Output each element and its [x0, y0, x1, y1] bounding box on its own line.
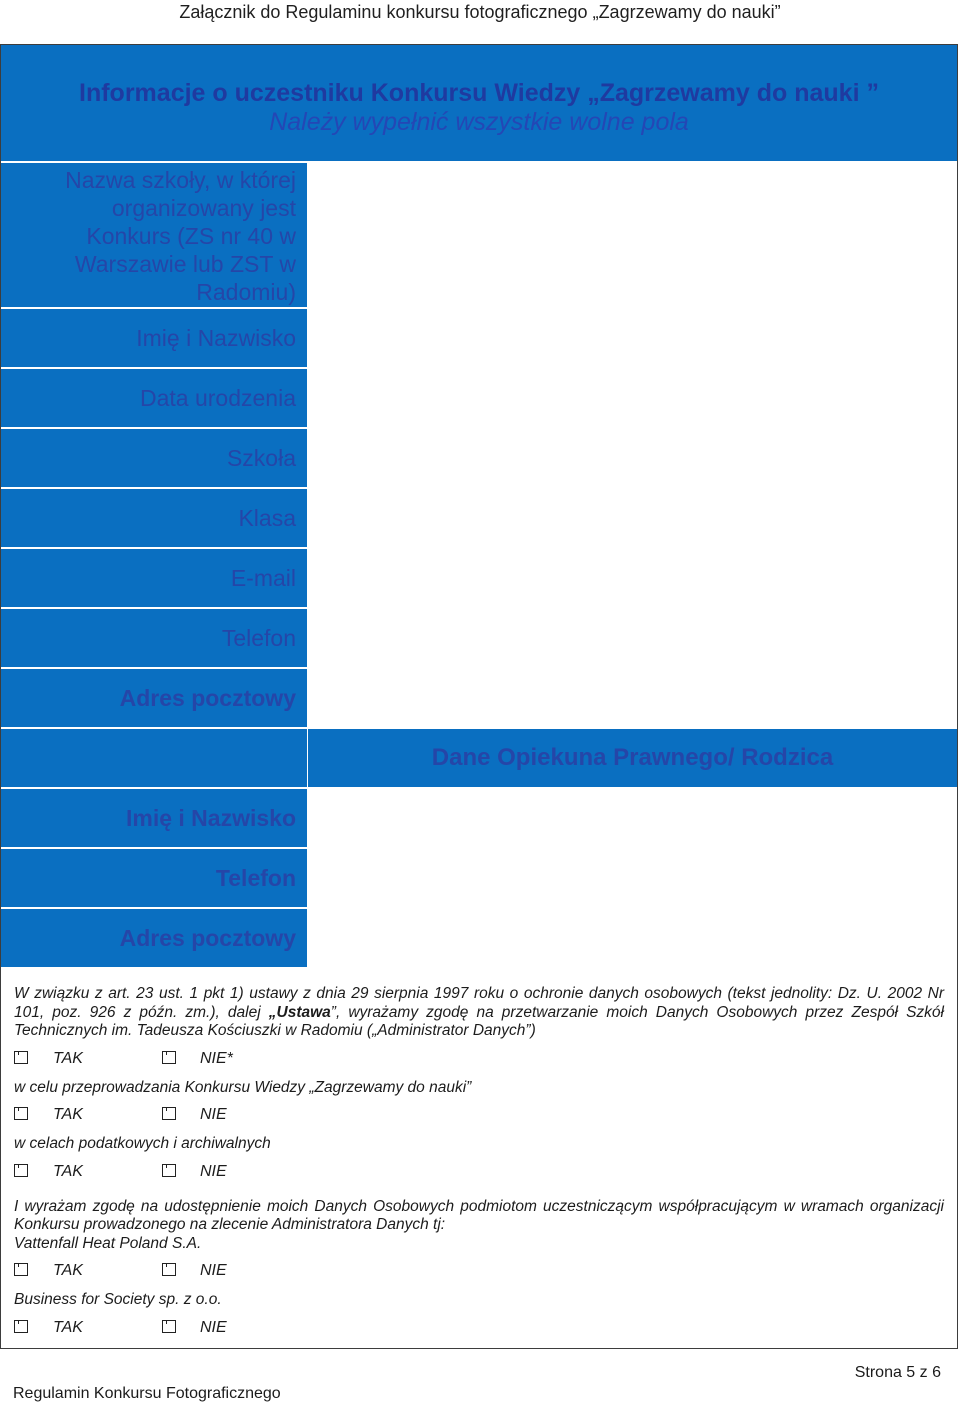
guardian-address-field[interactable]	[308, 909, 957, 967]
school-name-label: Nazwa szkoły, w której organizowany jest Konkurs (ZS nr 40 w Warszawie lub ZST w Radomiu)	[1, 163, 307, 307]
guardian-name-field[interactable]	[308, 789, 957, 847]
purpose-contest: w celu przeprowadzania Konkursu Wiedzy „Zagrzewamy do nauki”	[14, 1078, 472, 1096]
option-yes-label: TAK	[53, 1162, 83, 1180]
option-no-label: NIE	[200, 1106, 227, 1123]
consent-section	[14, 985, 944, 1348]
consent-option-row	[14, 1049, 944, 1069]
name-field[interactable]	[308, 309, 957, 367]
guardian-phone-label: Telefon	[1, 849, 307, 907]
option-no-label: NIE	[200, 1318, 227, 1336]
guardian-name-label: Imię i Nazwisko	[1, 789, 307, 847]
consent-option-row	[14, 1105, 944, 1125]
checkbox-yes[interactable]	[14, 1320, 28, 1333]
page-number: Strona 5 z 6	[854, 1364, 941, 1381]
consent-option-row	[14, 1162, 944, 1182]
class-label: Klasa	[1, 489, 307, 547]
address-field[interactable]	[308, 669, 957, 727]
guardian-address-label: Adres pocztowy	[1, 909, 307, 967]
school-label: Szkoła	[1, 429, 307, 487]
form-title: Informacje o uczestniku Konkursu Wiedzy „Zagrzewamy do nauki ”	[79, 79, 879, 107]
checkbox-yes[interactable]	[14, 1051, 28, 1064]
form-subtitle: Należy wypełnić wszystkie wolne pola	[269, 108, 689, 136]
phone-label: Telefon	[1, 609, 307, 667]
option-no-label: NIE	[200, 1262, 227, 1279]
share-consent-text: I wyrażam zgodę na udostępnienie moich Danych Osobowych podmiotom uczestniczącym współpracującym w wramach organizacji Konkursu prowadzonego na zlecenie Administratora Danych tj:	[14, 1197, 944, 1233]
consent-intro: W związku z art. 23 ust. 1 pkt 1) ustawy z dnia 29 sierpnia 1997 roku o ochronie danych osobowych (tekst jednolity: Dz. U. 2002 Nr 101, poz. 926 z późn. zm.), dalej „Ustawa”, wyrażamy zgodę na przetwarzanie moich Danych Osobowych przez Zespół Szkół Technicznych im. Tadeusza Kościuszki w Radomiu („Administrator Danych”)	[14, 985, 944, 1039]
checkbox-no[interactable]	[162, 1107, 176, 1120]
option-yes-label: TAK	[53, 1318, 83, 1336]
option-no-label: NIE*	[200, 1049, 233, 1067]
school-name-field[interactable]	[308, 163, 957, 307]
option-yes-label: TAK	[53, 1049, 83, 1067]
checkbox-no[interactable]	[162, 1051, 176, 1064]
checkbox-no[interactable]	[162, 1164, 176, 1177]
option-yes-label: TAK	[53, 1262, 83, 1279]
document-header-title: Załącznik do Regulaminu konkursu fotograficznego „Zagrzewamy do nauki”	[179, 2, 781, 22]
consent-option-row	[14, 1261, 944, 1281]
checkbox-no[interactable]	[162, 1320, 176, 1333]
participant-form	[0, 44, 958, 1349]
entity-business-for-society: Business for Society sp. z o.o.	[14, 1291, 222, 1308]
guardian-phone-field[interactable]	[308, 849, 957, 907]
email-field[interactable]	[308, 549, 957, 607]
form-title-band	[1, 45, 957, 161]
purpose-tax-archive: w celach podatkowych i archiwalnych	[14, 1135, 271, 1152]
name-label: Imię i Nazwisko	[1, 309, 307, 367]
checkbox-yes[interactable]	[14, 1164, 28, 1177]
email-label: E-mail	[1, 549, 307, 607]
checkbox-yes[interactable]	[14, 1263, 28, 1276]
checkbox-no[interactable]	[162, 1263, 176, 1276]
guardian-section-title: Dane Opiekuna Prawnego/ Rodzica	[308, 729, 957, 787]
phone-field[interactable]	[308, 609, 957, 667]
footer-title: Regulamin Konkursu Fotograficznego	[13, 1385, 281, 1402]
class-field[interactable]	[308, 489, 957, 547]
address-label: Adres pocztowy	[1, 669, 307, 727]
checkbox-yes[interactable]	[14, 1107, 28, 1120]
option-no-label: NIE	[200, 1162, 227, 1180]
consent-option-row	[14, 1318, 944, 1338]
birthdate-field[interactable]	[308, 369, 957, 427]
entity-vattenfall: Vattenfall Heat Poland S.A.	[14, 1234, 202, 1252]
school-field[interactable]	[308, 429, 957, 487]
option-yes-label: TAK	[53, 1106, 83, 1123]
guardian-spacer-cell	[1, 729, 307, 787]
birthdate-label: Data urodzenia	[1, 369, 307, 427]
